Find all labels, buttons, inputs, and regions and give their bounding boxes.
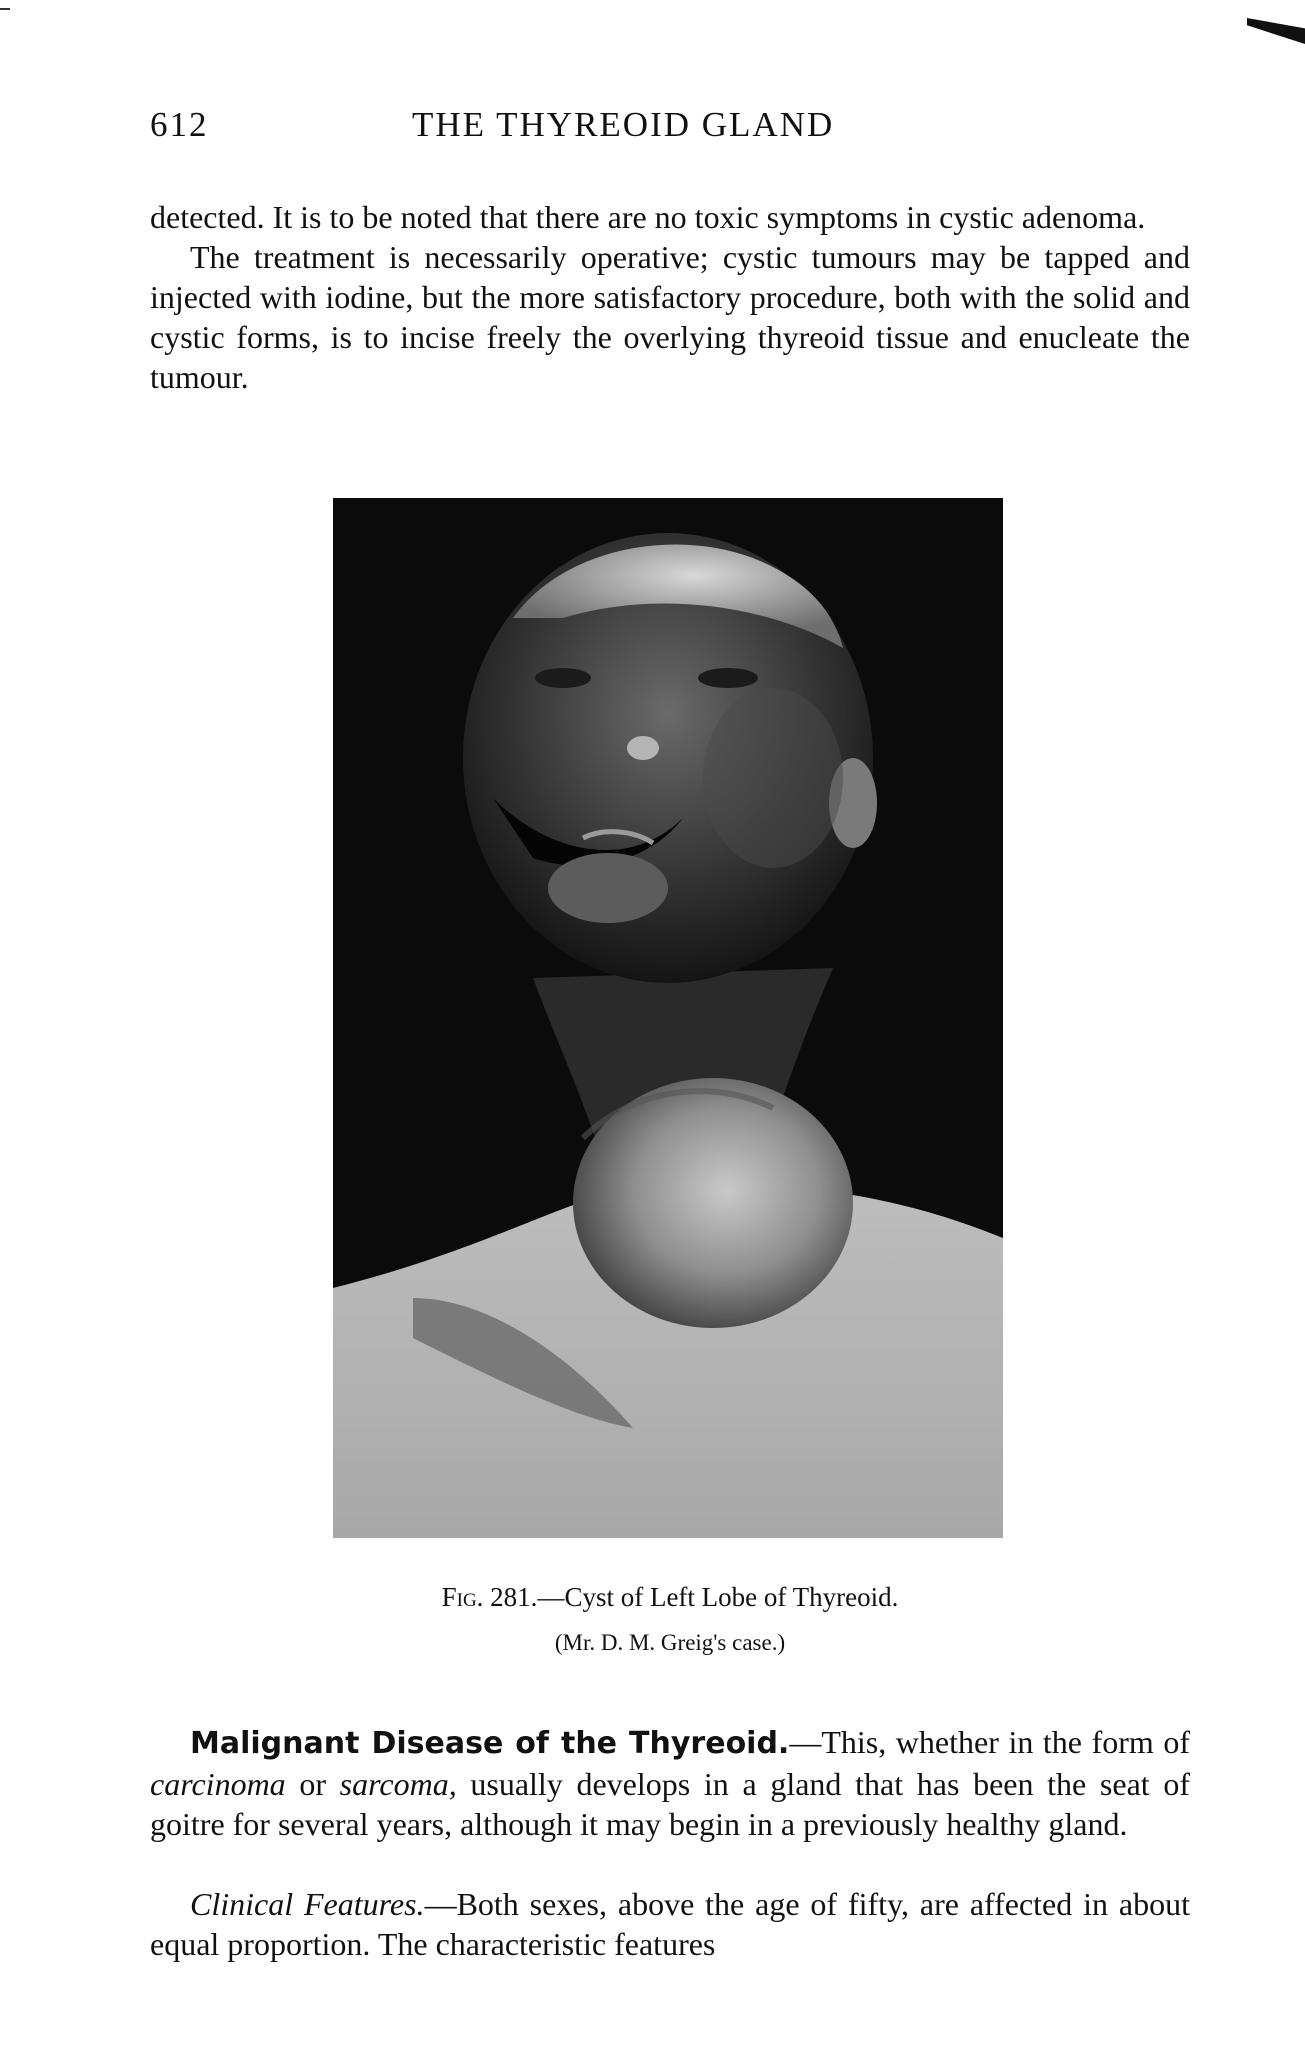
term-sarcoma: sarcoma, [339,1766,457,1802]
section-heading-malignant: Malignant Disease of the Thyreoid. [190,1726,790,1761]
paragraph-treatment: The treatment is necessarily operative; cystic tumours may be tapped and injected with iodine, but the more satisfactory procedure, both with the solid and cystic forms, is to incise freely the overlying thyreoid tissue and enucleate the tumour. [150,239,1190,395]
page-number: 612 [150,105,209,144]
scan-mark [0,8,10,10]
body-text-clinical [150,1884,1190,1964]
figure-caption [150,1582,1190,1613]
paragraph-clinical [150,1884,1190,1964]
paragraph-continuation: detected. It is to be noted that there are no toxic symptoms in cystic adenoma. [150,199,1146,235]
term-carcinoma: carcinoma [150,1766,286,1802]
malignant-text-1: —This, whether in the form of [789,1724,1191,1760]
running-title: THE THYREOID GLAND [412,105,835,144]
patient-photo-illustration [333,498,1003,1538]
body-text-bottom [150,1722,1190,1844]
figure-photograph [333,498,1003,1538]
scan-corner-wedge [1247,18,1305,44]
page-header [150,105,1190,153]
figure-label: Fig. 281. [441,1582,538,1612]
figure-title: —Cyst of Left Lobe of Thyreoid. [537,1582,899,1612]
section-heading-clinical: Clinical Features. [190,1886,425,1922]
clinical-text: —Both sexes, above the age of fifty, are affected in about equal proportion. The characteristic features [150,1886,1191,1962]
body-text-top [150,197,1190,397]
paragraph-malignant [150,1722,1190,1844]
figure-credit: (Mr. D. M. Greig's case.) [554,1630,786,1655]
malignant-text-3: usually develops in a gland that has been the seat of goitre for several years, although it may begin in a previously healthy gland. [150,1766,1191,1842]
malignant-text-2: or [285,1766,340,1802]
